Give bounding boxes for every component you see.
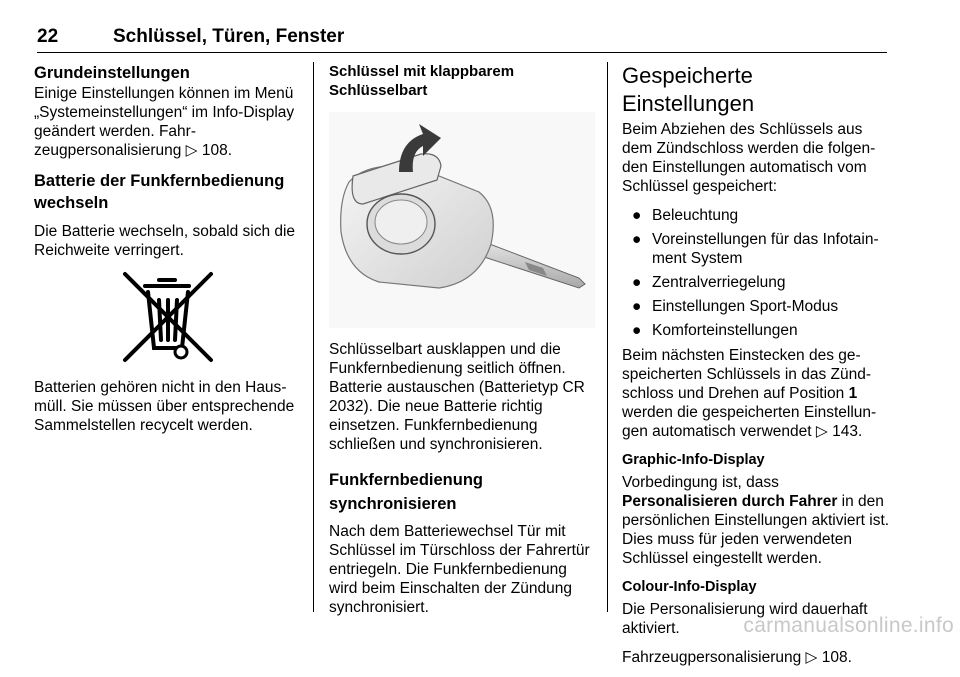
paragraph-graphic: Vorbedingung ist, dass Personalisieren durch Fahrer in den persönlichen Einstellungen aktiviert ist. Dies muss für jeden verwendeten Schlüssel eingestellt werden. <box>622 474 890 567</box>
page-number: 22 <box>37 26 59 47</box>
paragraph-fahrzeugpersonalisierung: Fahrzeugpersonalisierung ▷ 108. <box>622 649 852 666</box>
heading-grundeinstellungen: Grundeinstellungen <box>34 64 190 82</box>
paragraph-synchronisieren: Nach dem Batteriewechsel Tür mit Schlüssel im Türschloss der Fahrertür entriegeln. Die Funkfernbedienung wird beim Einschalten der Zündung synchronisiert. <box>329 523 590 616</box>
ref-triangle-icon: ▷ <box>805 649 818 666</box>
watermark: carmanualsonline.info <box>743 614 954 637</box>
list-item: ● Beleuchtung <box>632 207 739 224</box>
paragraph-colour: Die Personalisierung wird dauerhaft aktiviert. <box>622 601 868 637</box>
column-1 <box>34 62 302 445</box>
list-item: ● Zentralverriegelung <box>632 274 786 291</box>
bullet-icon: ● <box>632 207 642 224</box>
paragraph-ausklappen: Schlüsselbart ausklappen und die Funkfernbedienung seitlich öffnen. Batterie austauschen (Batterietyp CR 2032). Die neue Batterie richtig einsetzen. Funkfernbedienung schließen und synchronisieren. <box>329 341 585 453</box>
column-2 <box>329 62 595 627</box>
column-3 <box>622 62 890 677</box>
heading-batterie-wechseln: Batterie der Funkfernbedienung wechseln <box>34 172 285 212</box>
heading-klappbarer-schluessel: Schlüssel mit klappbarem Schlüsselbart <box>329 63 515 99</box>
column-divider <box>313 62 314 612</box>
heading-synchronisieren: Funkfernbedienung synchronisieren <box>329 471 483 513</box>
bullet-icon: ● <box>632 298 642 315</box>
heading-colour-info-display: Colour-Info-Display <box>622 579 757 595</box>
folding-key-battery-illustration <box>329 112 595 328</box>
paragraph-hausmuell: Batterien gehören nicht in den Hausmüll. Sie müssen über entsprechende Sammelstellen recycelt werden. <box>34 379 295 434</box>
list-item: ● Komforteinstellungen <box>632 322 798 339</box>
bullet-icon: ● <box>632 274 642 291</box>
column-divider <box>607 62 608 612</box>
page-ref-link[interactable]: 108. <box>821 649 852 666</box>
chapter-title: Schlüssel, Türen, Fenster <box>113 26 345 47</box>
crossed-bin-recycle-icon <box>115 268 221 368</box>
paragraph-intro: Beim Abziehen des Schlüssels aus dem Zündschloss werden die folgenden Einstellungen automatisch vom Schlüssel gespeichert: <box>622 121 876 195</box>
paragraph-naechstes-einstecken: Beim nächsten Einstecken des gespeicherten Schlüssels in das Zündschloss und Drehen auf Position 1 werden die gespeicherten Einstellungen automatisch verwendet ▷ 143. <box>622 347 877 440</box>
stored-settings-list <box>622 206 890 340</box>
list-item: ● Einstellungen Sport-Modus <box>632 298 839 315</box>
paragraph-batterie: Die Batterie wechseln, sobald sich die Reichweite verringert. <box>34 223 296 259</box>
ref-triangle-icon: ▷ <box>185 142 198 159</box>
bullet-icon: ● <box>632 231 642 248</box>
list-item: ● Voreinstellungen für das Infotainment System <box>632 231 879 267</box>
heading-graphic-info-display: Graphic-Info-Display <box>622 452 765 468</box>
heading-gespeicherte-einstellungen: Gespeicherte Einstellungen <box>622 63 755 116</box>
page-ref-link[interactable]: 108. <box>201 142 233 159</box>
bullet-icon: ● <box>632 322 642 339</box>
page-header <box>37 22 887 53</box>
paragraph-grundeinstellungen: Einige Einstellungen können im Menü „Systemeinstellungen“ im Info-Display geändert werden. Fahrzeugpersonalisierung ▷ 108. <box>34 85 295 159</box>
ref-triangle-icon: ▷ <box>815 423 828 440</box>
page-ref-link[interactable]: 143. <box>832 423 863 440</box>
